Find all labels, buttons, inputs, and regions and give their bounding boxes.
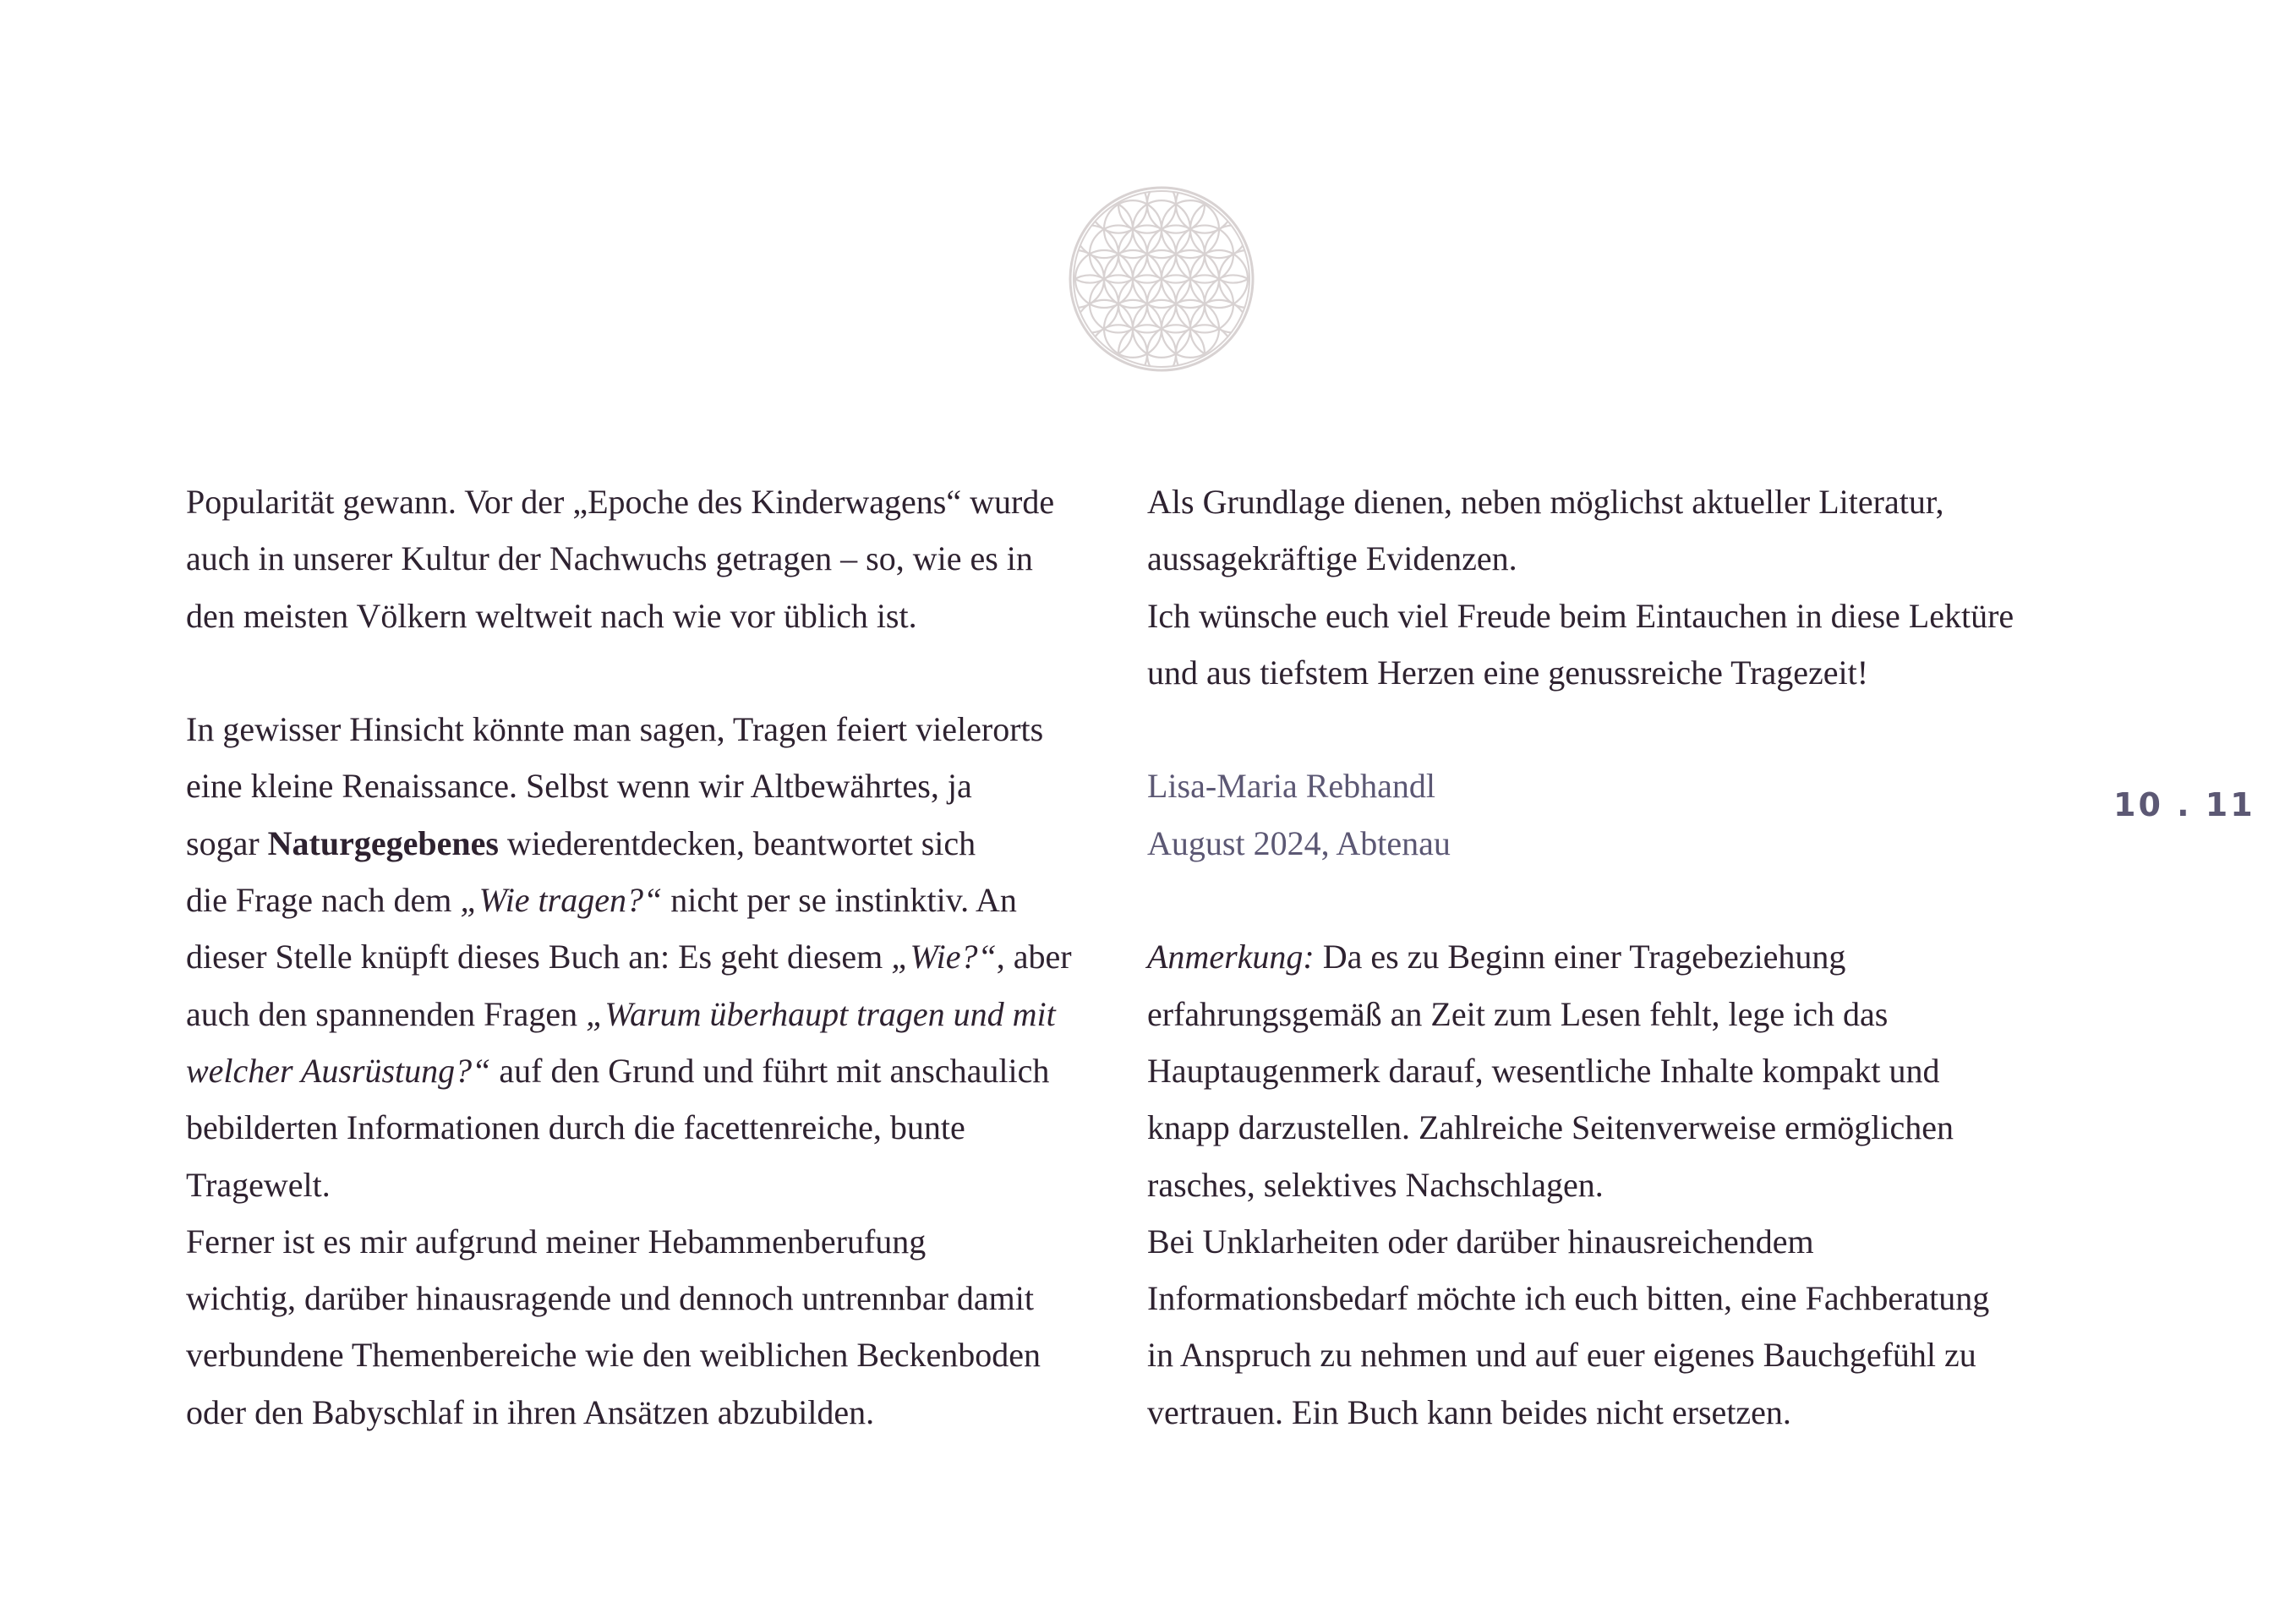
text-line: In gewisser Hinsicht könnte man sagen, Tragen feiert vielerorts — [186, 710, 1044, 749]
text-run: , aber — [996, 938, 1072, 976]
text-line: knapp darzustellen. Zahlreiche Seitenverweise ermöglichen — [1147, 1108, 1954, 1147]
text-run: sogar — [186, 823, 268, 862]
text-line: und aus tiefstem Herzen eine genussreiche Tragezeit! — [1147, 653, 1869, 692]
paragraph-gap — [186, 644, 1116, 701]
text-line: den meisten Völkern weltweit nach wie vor üblich ist. — [186, 596, 917, 635]
bold-term: Naturgegebenes — [267, 823, 499, 862]
text-line: Ich wünsche euch viel Freude beim Eintauchen in diese Lektüre — [1147, 596, 2014, 635]
page-number: 10 . 11 — [2113, 786, 2255, 823]
text-line: rasches, selektives Nachschlagen. — [1147, 1165, 1604, 1204]
text-run: dieser Stelle knüpft dieses Buch an: Es geht diesem — [186, 938, 892, 976]
paragraph-gap — [1147, 872, 2102, 928]
text-line: eine kleine Renaissance. Selbst wenn wir Altbewährtes, ja — [186, 767, 972, 806]
italic-quote: „Wie?“ — [891, 938, 997, 976]
text-line: Tragewelt. — [186, 1165, 331, 1204]
text-line: in Anspruch zu nehmen und auf euer eigenes Bauchgefühl zu — [1147, 1336, 1976, 1375]
text-line: Hauptaugenmerk darauf, wesentliche Inhalte kompakt und — [1147, 1051, 1940, 1090]
text-run: Da es zu Beginn einer Tragebeziehung — [1314, 938, 1846, 976]
paragraph-gap — [1147, 701, 2102, 757]
flower-of-life-icon — [1067, 184, 1256, 374]
text-line — [186, 815, 1116, 872]
text-line: Informationsbedarf möchte ich euch bitten, eine Fachberatung — [1147, 1279, 1990, 1318]
right-text-column — [1147, 473, 2102, 1441]
text-line: bebilderten Informationen durch die facettenreiche, bunte — [186, 1108, 965, 1147]
text-run: die Frage nach dem — [186, 881, 461, 920]
text-line: oder den Babyschlaf in ihren Ansätzen abzubilden. — [186, 1392, 875, 1431]
italic-quote: welcher Ausrüstung?“ — [186, 1051, 491, 1090]
text-line — [186, 986, 1116, 1042]
text-line: aussagekräftige Evidenzen. — [1147, 539, 1517, 578]
text-line — [186, 1042, 1116, 1099]
author-name: Lisa-Maria Rebhandl — [1147, 767, 1435, 806]
text-line: Ferner ist es mir aufgrund meiner Hebammenberufung — [186, 1222, 927, 1261]
text-line: auch in unserer Kultur der Nachwuchs getragen – so, wie es in — [186, 539, 1033, 578]
text-line: vertrauen. Ein Buch kann beides nicht ersetzen. — [1147, 1392, 1791, 1431]
text-line: wichtig, darüber hinausragende und dennoch untrennbar damit — [186, 1279, 1035, 1318]
text-line — [186, 872, 1116, 928]
note-label: Anmerkung: — [1147, 938, 1315, 976]
text-run: auf den Grund und führt mit anschaulich — [490, 1051, 1050, 1090]
text-line: Popularität gewann. Vor der „Epoche des Kinderwagens“ wurde — [186, 483, 1055, 521]
text-line: Bei Unklarheiten oder darüber hinausreichendem — [1147, 1222, 1814, 1261]
left-text-column — [186, 473, 1116, 1441]
italic-quote: „Warum überhaupt tragen und mit — [586, 994, 1056, 1033]
text-run: auch den spannenden Fragen — [186, 994, 587, 1033]
text-line — [186, 928, 1116, 985]
text-line: Als Grundlage dienen, neben möglichst aktueller Literatur, — [1147, 483, 1944, 521]
text-line: erfahrungsgemäß an Zeit zum Lesen fehlt, lege ich das — [1147, 994, 1889, 1033]
text-run: wiederentdecken, beantwortet sich — [498, 823, 976, 862]
text-line — [1147, 928, 2102, 985]
text-line: verbundene Themenbereiche wie den weiblichen Beckenboden — [186, 1336, 1041, 1375]
text-run: nicht per se instinktiv. An — [662, 881, 1017, 920]
italic-quote: „Wie tragen?“ — [460, 881, 663, 920]
date-place: August 2024, Abtenau — [1147, 823, 1451, 862]
